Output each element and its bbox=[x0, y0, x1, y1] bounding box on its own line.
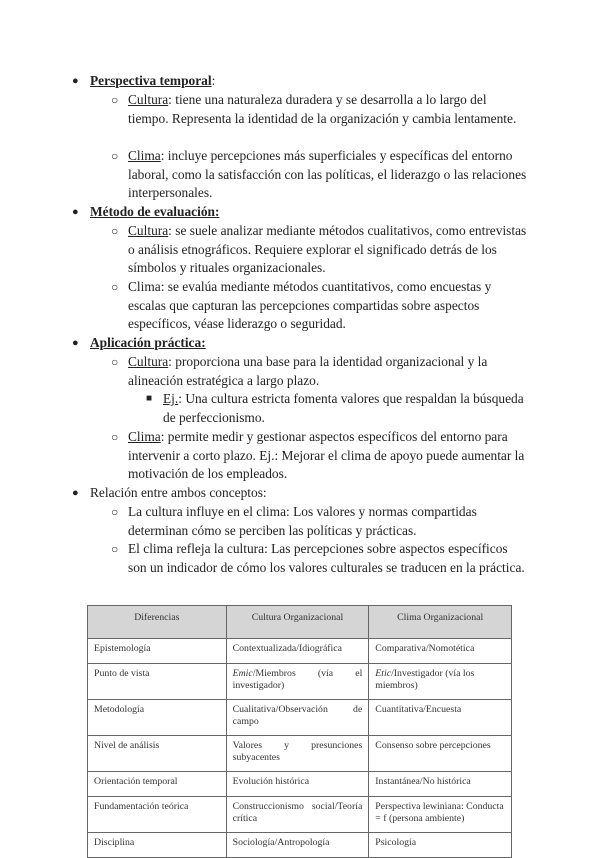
item-cultura-influye: ○ La cultura influye en el clima: Los valores y normas compartidas determinan cómo se perciben las políticas y prácticas. bbox=[111, 504, 477, 538]
table-cell: Consenso sobre percepciones bbox=[369, 736, 512, 772]
table-cell: Sociología/Antropología bbox=[226, 833, 369, 858]
circle-bullet-icon: ○ bbox=[111, 430, 119, 444]
bullet-icon: ● bbox=[72, 75, 79, 87]
item-clima-aplicacion: ○ Clima: permite medir y gestionar aspectos específicos del entorno para intervenir a corto plazo. Ej.: Mejorar el clima de apoyo puede aumentar la motivación de los empleados. bbox=[111, 429, 525, 482]
table-row bbox=[88, 639, 512, 664]
table-cell: Cuantitativa/Encuesta bbox=[369, 700, 512, 736]
table-row bbox=[88, 772, 512, 797]
bullet-aplicacion-practica bbox=[72, 334, 530, 353]
circle-bullet-icon: ○ bbox=[111, 355, 119, 369]
item-clima-temporal: ○ Clima: incluye percepciones más superficiales y específicas del entorno laboral, como la satisfacción con las políticas, el liderazgo o las relaciones interpersonales. bbox=[111, 148, 527, 201]
table-cell: Epistemología bbox=[88, 639, 227, 664]
table-header-row bbox=[88, 606, 512, 639]
heading-perspectiva-temporal: Perspectiva temporal bbox=[90, 73, 212, 88]
table-cell: Nivel de análisis bbox=[88, 736, 227, 772]
table-cell: Instantánea/No histórica bbox=[369, 772, 512, 797]
table-row bbox=[88, 736, 512, 772]
table-cell: Punto de vista bbox=[88, 664, 227, 700]
table-cell: Cualitativa/Observación de campo bbox=[226, 700, 369, 736]
differences-table bbox=[87, 605, 512, 858]
bullet-icon: ● bbox=[72, 337, 79, 349]
table-header: Clima Organizacional bbox=[369, 606, 512, 639]
circle-bullet-icon: ○ bbox=[111, 505, 119, 519]
table-cell: Orientación temporal bbox=[88, 772, 227, 797]
table-header: Cultura Organizacional bbox=[226, 606, 369, 639]
table-row bbox=[88, 833, 512, 858]
bullet-metodo-evaluacion bbox=[72, 203, 530, 222]
table-cell: Perspectiva lewiniana: Conducta = f (persona ambiente) bbox=[369, 797, 512, 833]
circle-bullet-icon: ○ bbox=[111, 542, 119, 556]
table-cell: Metodología bbox=[88, 700, 227, 736]
circle-bullet-icon: ○ bbox=[111, 149, 119, 163]
table-cell: Fundamentación teórica bbox=[88, 797, 227, 833]
bullet-icon: ● bbox=[72, 487, 79, 499]
heading-metodo-evaluacion: Método de evaluación: bbox=[90, 204, 220, 219]
subitem-ejemplo-cultura: ■ Ej.: Una cultura estricta fomenta valores que respaldan la búsqueda de perfeccionismo. bbox=[146, 391, 524, 425]
heading-aplicacion-practica: Aplicación práctica: bbox=[90, 335, 206, 350]
table-cell: Valores y presunciones subyacentes bbox=[226, 736, 369, 772]
table-cell: Construccionismo social/Teoría crítica bbox=[226, 797, 369, 833]
item-cultura-aplicacion: ○ Cultura: proporciona una base para la identidad organizacional y la alineación estratégica a largo plazo. bbox=[111, 354, 488, 388]
item-clima-evaluacion: ○ Clima: se evalúa mediante métodos cuantitativos, como encuestas y escalas que capturan las percepciones compartidas sobre aspectos específicos, véase liderazgo o seguridad. bbox=[111, 279, 492, 332]
item-cultura-evaluacion: ○ Cultura: se suele analizar mediante métodos cualitativos, como entrevistas o análisis etnográficos. Requiere explorar el significado detrás de los símbolos y rituales organizacionales. bbox=[111, 223, 527, 276]
circle-bullet-icon: ○ bbox=[111, 93, 119, 107]
table-cell: Comparativa/Nomotética bbox=[369, 639, 512, 664]
table-cell: Emic/Miembros (vía el investigador) bbox=[226, 664, 369, 700]
circle-bullet-icon: ○ bbox=[111, 280, 119, 294]
table-cell: Contextualizada/Idiográfica bbox=[226, 639, 369, 664]
bullet-relacion: ● Relación entre ambos conceptos: bbox=[90, 484, 530, 503]
table-row bbox=[88, 700, 512, 736]
bullet-icon: ● bbox=[72, 206, 79, 218]
table-cell: Psicología bbox=[369, 833, 512, 858]
table-cell: Evolución histórica bbox=[226, 772, 369, 797]
item-cultura-temporal: ○ Cultura: tiene una naturaleza duradera y se desarrolla a lo largo del tiempo. Representa la identidad de la organización y cambia lentamente. bbox=[111, 92, 517, 126]
item-clima-refleja: ○ El clima refleja la cultura: Las percepciones sobre aspectos específicos son un indicador de cómo los valores culturales se traducen en la práctica. bbox=[111, 541, 525, 575]
table-cell: Disciplina bbox=[88, 833, 227, 858]
table-cell: Etic/Investigador (vía los miembros) bbox=[369, 664, 512, 700]
table-row bbox=[88, 664, 512, 700]
table-header: Diferencias bbox=[88, 606, 227, 639]
circle-bullet-icon: ○ bbox=[111, 224, 119, 238]
bullet-perspectiva-temporal: ● Perspectiva temporal: bbox=[90, 72, 530, 91]
square-bullet-icon: ■ bbox=[146, 393, 153, 404]
table-row bbox=[88, 797, 512, 833]
